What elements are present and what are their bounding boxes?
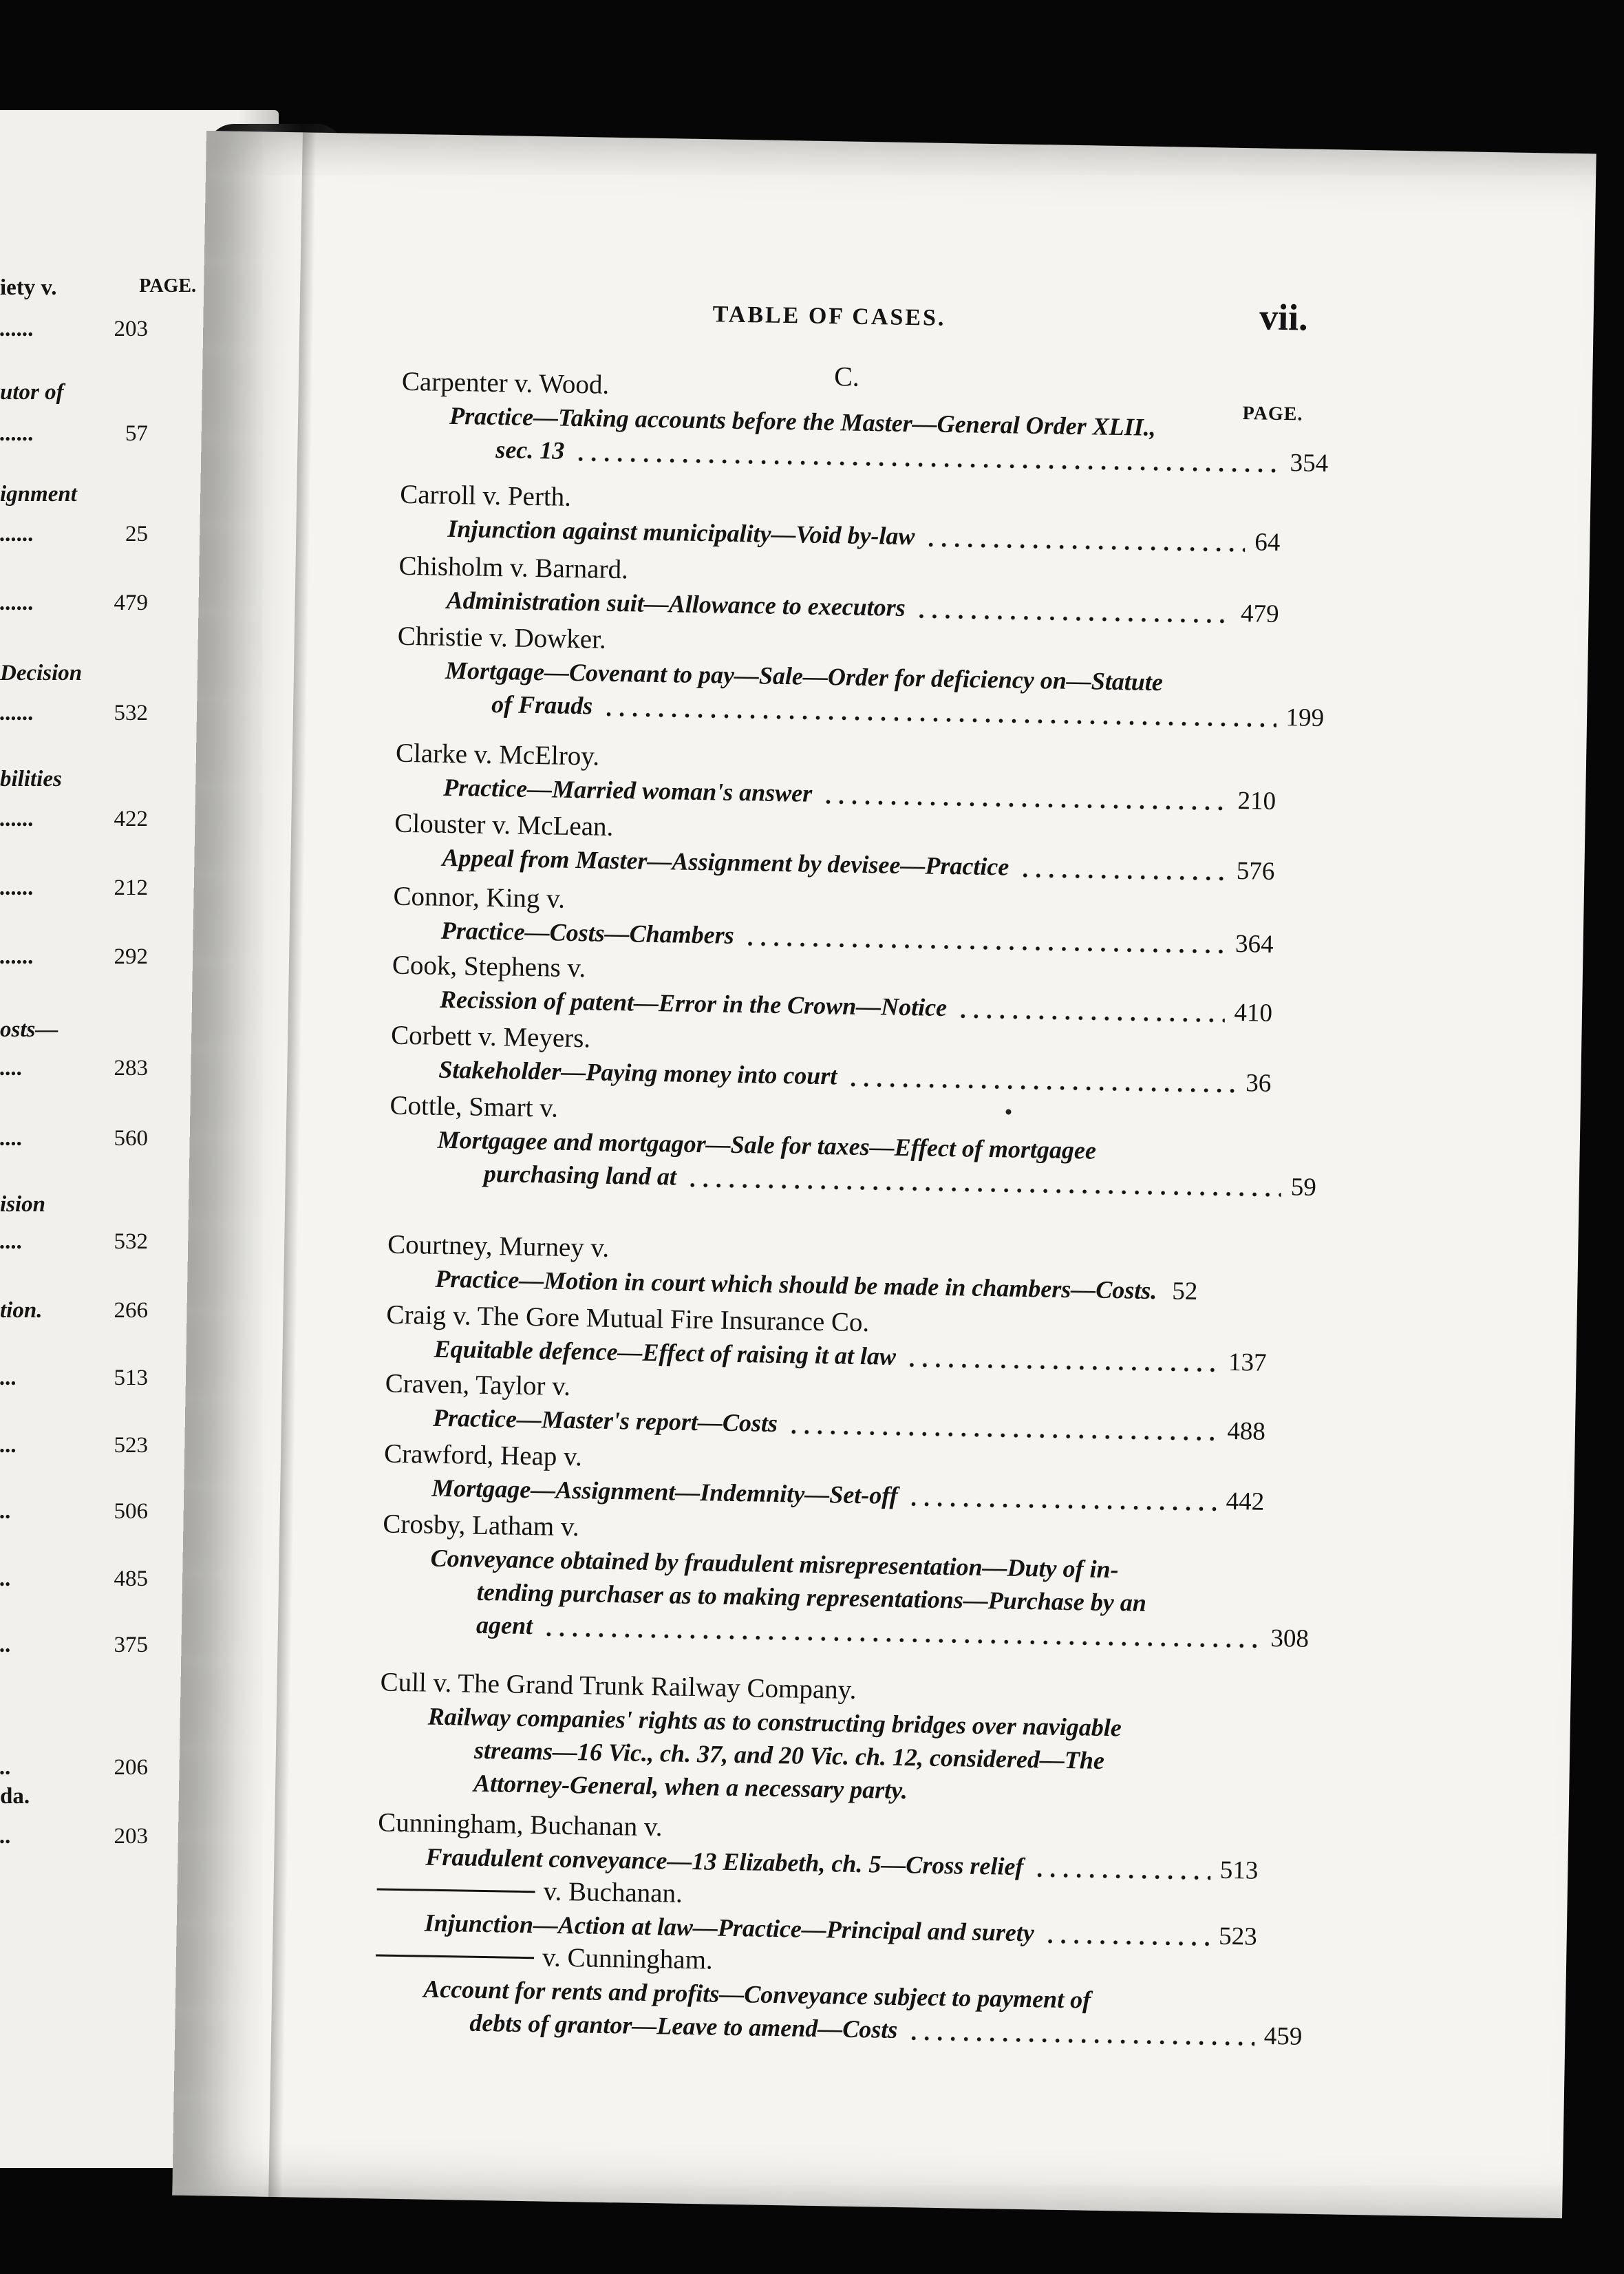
fragment-text: ......: [0, 807, 34, 831]
fragment-text: ..: [0, 1824, 12, 1849]
description-text: agent: [476, 1611, 533, 1640]
fragment-text: Decision: [0, 661, 83, 686]
case-title: Cull v. The Grand Trunk Railway Company.: [380, 1667, 857, 1705]
fragment-page-number: 212: [114, 875, 148, 900]
case-title: Corbett v. Meyers.: [390, 1020, 591, 1054]
fragment-text: osts—: [0, 1017, 58, 1042]
description-text: Administration suit—Allowance to executors: [446, 586, 906, 621]
description-text: of Frauds: [491, 690, 593, 720]
description-text: purchasing land at: [483, 1159, 677, 1191]
case-title: Christie v. Dowker.: [397, 621, 607, 655]
fragment-text: ....: [0, 1126, 23, 1151]
dot-leader: [907, 2036, 1254, 2045]
case-entry: [389, 1090, 1317, 1204]
ditto-rule: [376, 1954, 534, 1959]
case-entry: [400, 365, 1329, 480]
case-entry: [392, 880, 1274, 961]
case-title: Carpenter v. Wood.: [401, 366, 610, 400]
section-letter: C.: [833, 361, 860, 392]
case-entry: [385, 1368, 1266, 1449]
description-text: sec. 13: [495, 436, 565, 465]
fragment-text: ...: [0, 1366, 17, 1390]
case-title: Crosby, Latham v.: [383, 1509, 580, 1542]
description-text: debts of grantor—Leave to amend—Costs: [469, 2008, 898, 2044]
case-title: Clarke v. McElroy.: [395, 738, 600, 772]
fragment-page-number: 506: [114, 1499, 148, 1524]
ditto-rule: [377, 1888, 535, 1893]
fragment-text: ....: [0, 1229, 23, 1254]
fragment-text: ...: [0, 1433, 17, 1458]
right-page: [172, 131, 1596, 2218]
case-title: Cunningham, Buchanan v.: [377, 1807, 663, 1842]
fragment-text: ....: [0, 1056, 23, 1081]
page-number: 52: [1172, 1277, 1198, 1306]
description-line: Railway companies' rights as to constructing bridges over navigable: [427, 1702, 1122, 1742]
fragment-text: ignment: [0, 482, 77, 507]
description-text: Appeal from Master—Assignment by devisee—Practice: [442, 843, 1009, 881]
case-title: Cottle, Smart v.: [389, 1090, 559, 1123]
page-number: 59: [1290, 1173, 1317, 1202]
fragment-page-number: PAGE.: [139, 275, 196, 297]
description-text: Practice—Costs—Chambers: [440, 916, 735, 949]
page-number: 410: [1234, 998, 1273, 1028]
fragment-text: ......: [0, 944, 34, 969]
description-text: Practice—Master's report—Costs: [432, 1403, 778, 1438]
case-description: [437, 1123, 1317, 1204]
fragment-page-number: 25: [125, 522, 148, 546]
case-entry: [383, 1438, 1265, 1519]
running-head: TABLE OF CASES.: [712, 301, 946, 331]
case-description: [429, 1542, 1310, 1655]
dot-leader: [957, 1014, 1224, 1022]
fragment-text: ......: [0, 591, 34, 615]
fragment-page-number: 532: [114, 701, 148, 725]
fragment-page-number: 203: [114, 317, 148, 341]
fragment-page-number: 479: [114, 591, 148, 615]
fragment-text: ..: [0, 1755, 12, 1780]
description-line: Attorney-General, when a necessary party.: [473, 1769, 908, 1805]
fragment-page-number: 513: [114, 1366, 148, 1390]
fragment-text: ......: [0, 317, 34, 341]
dot-leader: [846, 1083, 1236, 1093]
case-description: [423, 1973, 1303, 2053]
dot-leader: [822, 800, 1228, 811]
ink-speck: [1005, 1109, 1011, 1114]
fragment-text: ..: [0, 1499, 12, 1524]
description-line: streams—16 Vic., ch. 37, and 20 Vic. ch. 12, considered—The: [473, 1736, 1105, 1774]
case-entry: [387, 1229, 1268, 1310]
fragment-page-number: 283: [114, 1056, 148, 1081]
dot-leader: [574, 457, 1280, 473]
dot-leader: [1033, 1873, 1210, 1880]
case-entry: [390, 1019, 1272, 1101]
case-entry: [385, 1299, 1267, 1380]
description-text: Injunction against municipality—Void by-law: [447, 514, 915, 551]
page-number: 523: [1218, 1922, 1258, 1951]
dot-leader: [787, 1430, 1218, 1441]
case-title: Craig v. The Gore Mutual Fire Insurance Co.: [386, 1299, 870, 1338]
fragment-page-number: 560: [114, 1126, 148, 1151]
fragment-page-number: 422: [114, 807, 148, 831]
fragment-text: bilities: [0, 767, 62, 791]
case-description: [445, 654, 1325, 734]
page-number: 199: [1285, 703, 1325, 733]
case-entry: [381, 1508, 1310, 1655]
case-entry: [399, 478, 1281, 560]
case-description: [449, 399, 1329, 480]
description-line: Conveyance obtained by fraudulent misrepresentation—Duty of in-: [430, 1544, 1119, 1584]
fragment-text: tion.: [0, 1298, 43, 1323]
description-text: Equitable defence—Effect of raising it at law: [434, 1335, 897, 1370]
fragment-page-number: 206: [114, 1755, 148, 1780]
fragment-text: ......: [0, 522, 34, 546]
description-text: Practice—Motion in court which should be made in chambers—Costs.: [435, 1264, 1157, 1305]
fragment-page-number: 375: [114, 1633, 148, 1657]
folio-number: vii.: [1259, 296, 1309, 339]
page-number: 137: [1228, 1348, 1267, 1377]
dot-leader: [1044, 1940, 1209, 1946]
fragment-text: ......: [0, 875, 34, 900]
dot-leader: [915, 614, 1231, 624]
fragment-text: ision: [0, 1192, 46, 1217]
fragment-page-number: 266: [114, 1298, 148, 1323]
dot-leader: [542, 1632, 1261, 1648]
dot-leader: [686, 1183, 1281, 1197]
dot-leader: [924, 542, 1245, 552]
case-entry: [396, 620, 1325, 734]
description-line: Practice—Taking accounts before the Master—General Order XLII.,: [449, 401, 1157, 441]
dot-leader: [1161, 1304, 1168, 1308]
fragment-page-number: 57: [125, 421, 148, 446]
description-text: Fraudulent conveyance—13 Elizabeth, ch. 5—Cross relief: [425, 1842, 1024, 1881]
fragment-text: da.: [0, 1784, 30, 1809]
description-text: Stakeholder—Paying money into court: [438, 1055, 837, 1090]
page-number: 442: [1226, 1487, 1265, 1516]
case-title: Clouster v. McLean.: [394, 808, 614, 842]
page-number: 479: [1240, 599, 1279, 628]
page-number: 36: [1245, 1069, 1272, 1098]
dot-leader: [906, 1363, 1219, 1372]
page-number: 364: [1235, 929, 1274, 959]
case-entry: [374, 1938, 1303, 2052]
page-number: 354: [1290, 449, 1329, 478]
fragment-text: iety v.: [0, 275, 57, 300]
fragment-page-number: 485: [114, 1566, 148, 1591]
fragment-page-number: 523: [114, 1433, 148, 1458]
page-number: 64: [1254, 528, 1281, 557]
description-line: Account for rents and profits—Conveyance subject to payment of: [423, 1975, 1091, 2014]
description-line: tending purchaser as to making representations—Purchase by an: [476, 1577, 1147, 1617]
fragment-text: utor of: [0, 380, 64, 405]
fragment-text: ..: [0, 1633, 12, 1657]
case-title: Carroll v. Perth.: [399, 479, 572, 512]
description-text: Injunction—Action at law—Practice—Principal and surety: [424, 1909, 1035, 1947]
page-number: 576: [1236, 856, 1275, 886]
description-text: Mortgage—Assignment—Indemnity—Set-off: [431, 1474, 898, 1509]
case-title: Craven, Taylor v.: [385, 1368, 571, 1402]
case-title: Connor, King v.: [393, 881, 566, 914]
case-title: Crawford, Heap v.: [383, 1438, 583, 1472]
case-title: Courtney, Murney v.: [387, 1229, 610, 1263]
case-entry: [392, 949, 1273, 1030]
fragment-text: ..: [0, 1566, 12, 1591]
fragment-text: ......: [0, 701, 34, 725]
dot-leader: [907, 1502, 1216, 1511]
page-number: 513: [1219, 1856, 1259, 1885]
fragment-page-number: 532: [114, 1229, 148, 1254]
page-number: 488: [1227, 1416, 1266, 1446]
case-title-text: v. Cunningham.: [542, 1942, 714, 1975]
case-entry: [395, 737, 1276, 818]
case-description: [427, 1700, 1261, 1813]
page-number: 459: [1263, 2021, 1303, 2051]
fragment-text: ......: [0, 421, 34, 446]
case-entry: [394, 807, 1275, 889]
case-entry: [398, 550, 1279, 631]
description-line: Mortgage—Covenant to pay—Sale—Order for deficiency on—Statute: [445, 656, 1164, 697]
case-entry: [378, 1666, 1261, 1813]
dot-leader: [1018, 873, 1227, 881]
dot-leader: [743, 942, 1225, 954]
case-title: Chisholm v. Barnard.: [398, 551, 629, 585]
case-title-text: v. Buchanan.: [543, 1876, 683, 1909]
case-title: Cook, Stephens v.: [392, 950, 586, 984]
page-number: 308: [1270, 1624, 1310, 1653]
fragment-page-number: 292: [114, 944, 148, 969]
description-text: Recission of patent—Error in the Crown—Notice: [439, 985, 948, 1022]
page-number: 210: [1237, 786, 1276, 816]
page-column-header: PAGE.: [1242, 403, 1303, 425]
description-text: Practice—Married woman's answer: [442, 773, 813, 807]
fragment-page-number: 203: [114, 1824, 148, 1849]
dot-leader: [602, 712, 1276, 727]
description-line: Mortgagee and mortgagor—Sale for taxes—Effect of mortgagee: [437, 1125, 1097, 1165]
